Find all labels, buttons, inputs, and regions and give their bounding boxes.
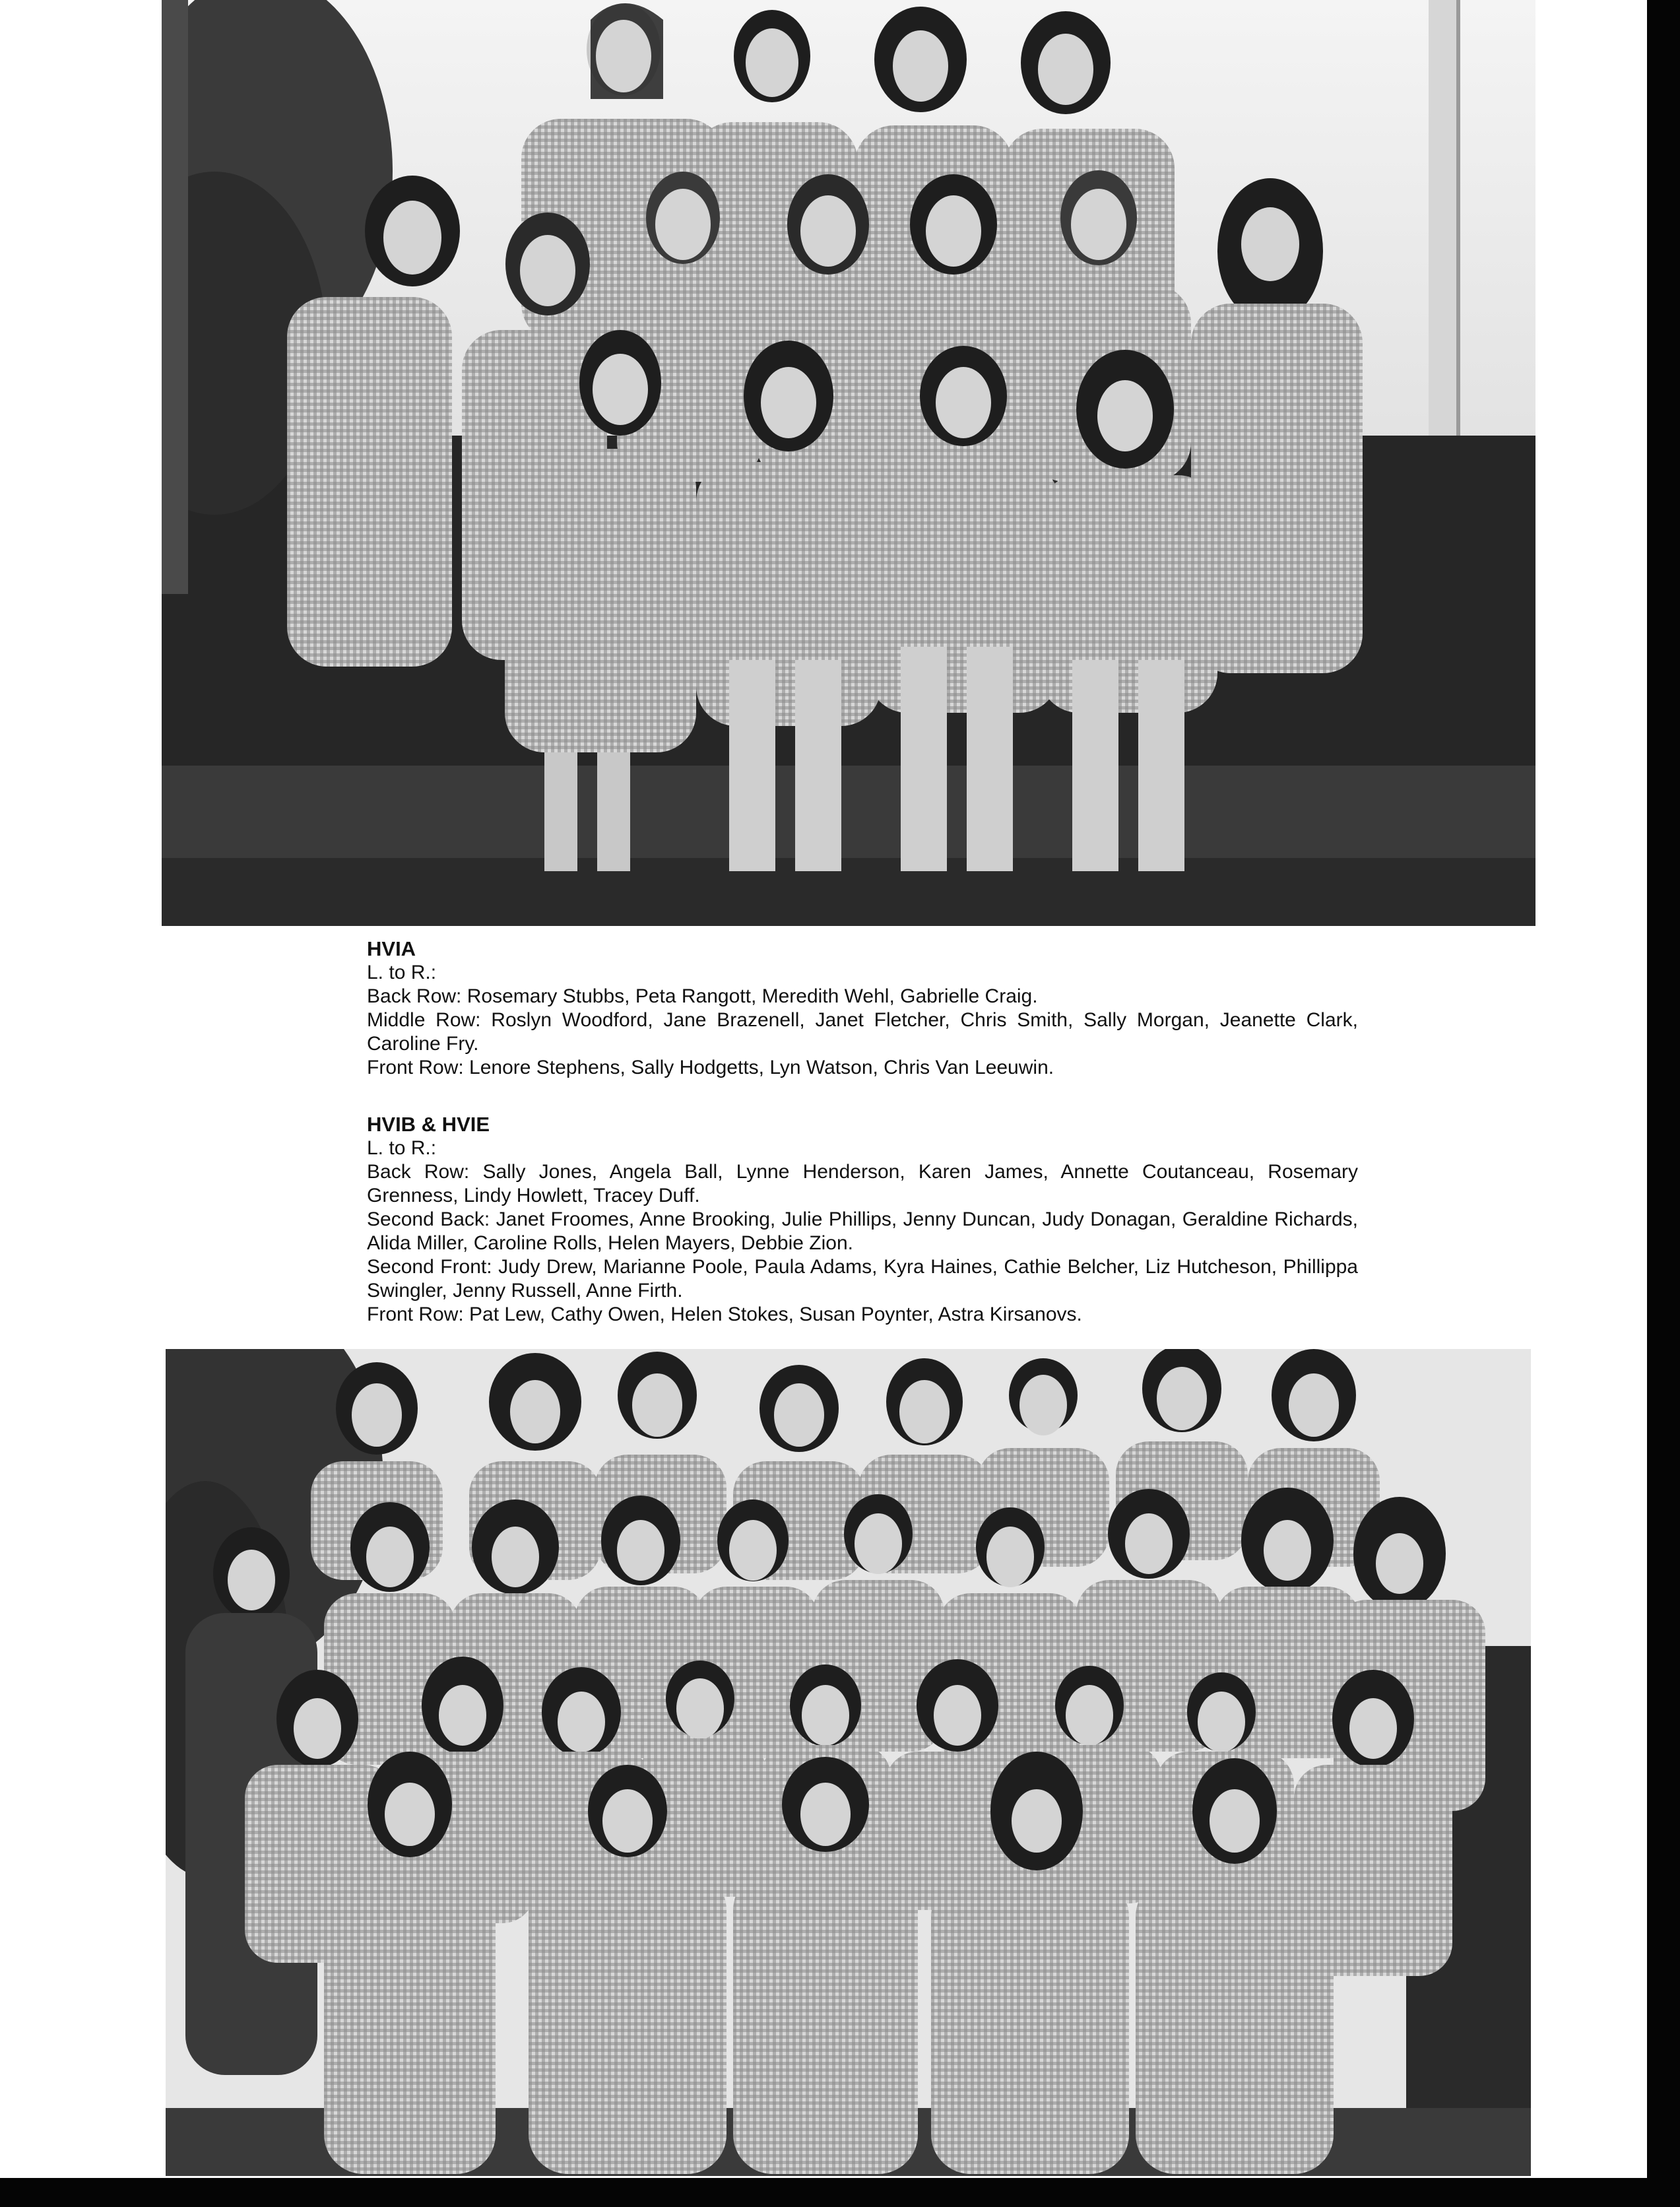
- caption-line: Front Row: Lenore Stephens, Sally Hodgetts, Lyn Watson, Chris Van Leeuwin.: [367, 1057, 1054, 1078]
- group-photo-hvib-hvie-image: [166, 1349, 1531, 2176]
- caption-line: L. to R.:: [367, 1137, 437, 1159]
- caption-line: Back Row: Rosemary Stubbs, Peta Rangott, Meredith Wehl, Gabrielle Craig.: [367, 985, 1038, 1007]
- caption-hvib-hvie: [367, 1113, 1358, 1327]
- group-photo-hvia: [162, 0, 1535, 926]
- caption-line: Back Row: Sally Jones, Angela Ball, Lynne Henderson, Karen James, Annette Coutanceau, Rosemary Grenness, Lindy Howlett, Tracey Duff.: [367, 1161, 1358, 1206]
- group-photo-hvia-image: [162, 0, 1535, 926]
- caption-heading: HVIB & HVIE: [367, 1113, 490, 1136]
- caption-line: Second Back: Janet Froomes, Anne Brooking, Julie Phillips, Jenny Duncan, Judy Donagan, Geraldine Richards, Alida Miller, Caroline Rolls, Helen Mayers, Debbie Zion.: [367, 1208, 1358, 1254]
- caption-heading: HVIA: [367, 937, 416, 960]
- page-edge-bottom: [0, 2178, 1680, 2207]
- caption-line: L. to R.:: [367, 962, 437, 983]
- caption-line: Second Front: Judy Drew, Marianne Poole, Paula Adams, Kyra Haines, Cathie Belcher, Liz Hutcheson, Phillippa Swingler, Jenny Russell, Anne Firth.: [367, 1256, 1358, 1301]
- caption-line: Middle Row: Roslyn Woodford, Jane Brazenell, Janet Fletcher, Chris Smith, Sally Morgan, Jeanette Clark, Caroline Fry.: [367, 1009, 1358, 1055]
- page-edge-right: [1647, 0, 1680, 2207]
- caption-line: Front Row: Pat Lew, Cathy Owen, Helen Stokes, Susan Poynter, Astra Kirsanovs.: [367, 1303, 1082, 1325]
- caption-hvia: [367, 937, 1358, 1080]
- group-photo-hvib-hvie: [166, 1349, 1531, 2176]
